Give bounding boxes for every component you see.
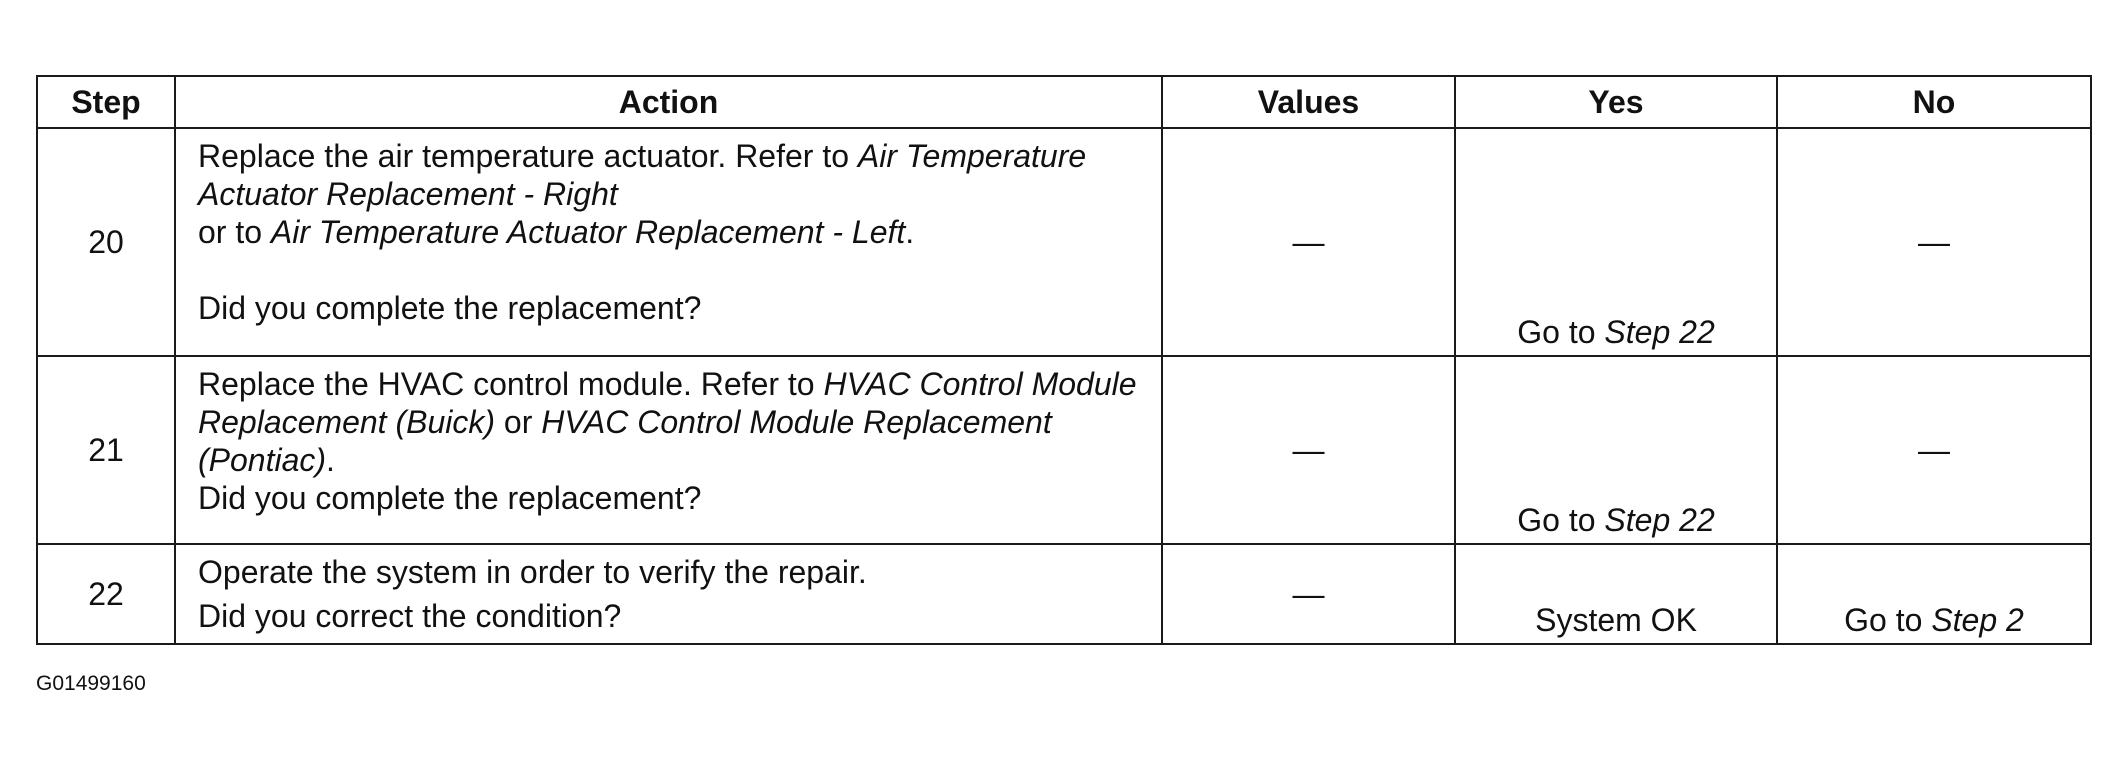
action-text: Replace the HVAC control module. Refer to	[198, 366, 824, 402]
action-reference: HVAC Control Module Replacement (Buick)	[198, 366, 1137, 440]
action-reference: Air Temperature Actuator Replacement - Right	[198, 138, 1087, 212]
yes-step-link: Step 22	[1604, 502, 1715, 538]
header-row	[37, 76, 2091, 128]
action-cell	[175, 544, 1162, 644]
action-text: Operate the system in order to verify the repair.	[198, 554, 867, 590]
action-text: Replace the air temperature actuator. Refer to	[198, 138, 858, 174]
yes-cell	[1455, 356, 1777, 544]
header-step: Step	[37, 76, 175, 128]
action-text: .	[905, 214, 915, 250]
action-text: or	[495, 404, 542, 440]
header-yes: Yes	[1455, 76, 1777, 128]
values-cell: —	[1162, 356, 1455, 544]
no-cell: —	[1777, 356, 2091, 544]
step-number: 22	[37, 544, 175, 644]
no-step-link: Step 2	[1931, 602, 2024, 638]
action-question: Did you complete the replacement?	[198, 480, 702, 516]
yes-result: System OK	[1535, 602, 1697, 638]
action-question: Did you complete the replacement?	[198, 290, 702, 326]
action-text: .	[326, 442, 335, 478]
yes-text: Go to	[1517, 502, 1605, 538]
header-action: Action	[175, 76, 1162, 128]
header-values: Values	[1162, 76, 1455, 128]
action-reference: HVAC Control Module Replacement (Pontiac)	[198, 404, 1052, 478]
yes-cell	[1455, 128, 1777, 356]
no-text: Go to	[1844, 602, 1932, 638]
action-reference: Air Temperature Actuator Replacement - Left	[270, 214, 906, 250]
yes-step-link: Step 22	[1604, 314, 1715, 350]
table-row	[37, 544, 2091, 644]
no-cell	[1777, 544, 2091, 644]
action-cell	[175, 128, 1162, 356]
values-cell: —	[1162, 128, 1455, 356]
action-text: or to	[198, 214, 271, 250]
no-result	[1778, 602, 2090, 639]
yes-result	[1456, 314, 1776, 351]
step-number: 21	[37, 356, 175, 544]
table-row	[37, 128, 2091, 356]
step-number: 20	[37, 128, 175, 356]
table-row	[37, 356, 2091, 544]
action-question: Did you correct the condition?	[198, 598, 622, 634]
yes-cell	[1455, 544, 1777, 644]
figure-id: G01499160	[36, 672, 146, 695]
yes-result	[1456, 502, 1776, 539]
no-cell: —	[1777, 128, 2091, 356]
yes-text: Go to	[1517, 314, 1605, 350]
header-no: No	[1777, 76, 2091, 128]
action-cell	[175, 356, 1162, 544]
values-cell: —	[1162, 544, 1455, 644]
diagnostic-table	[36, 75, 2092, 645]
